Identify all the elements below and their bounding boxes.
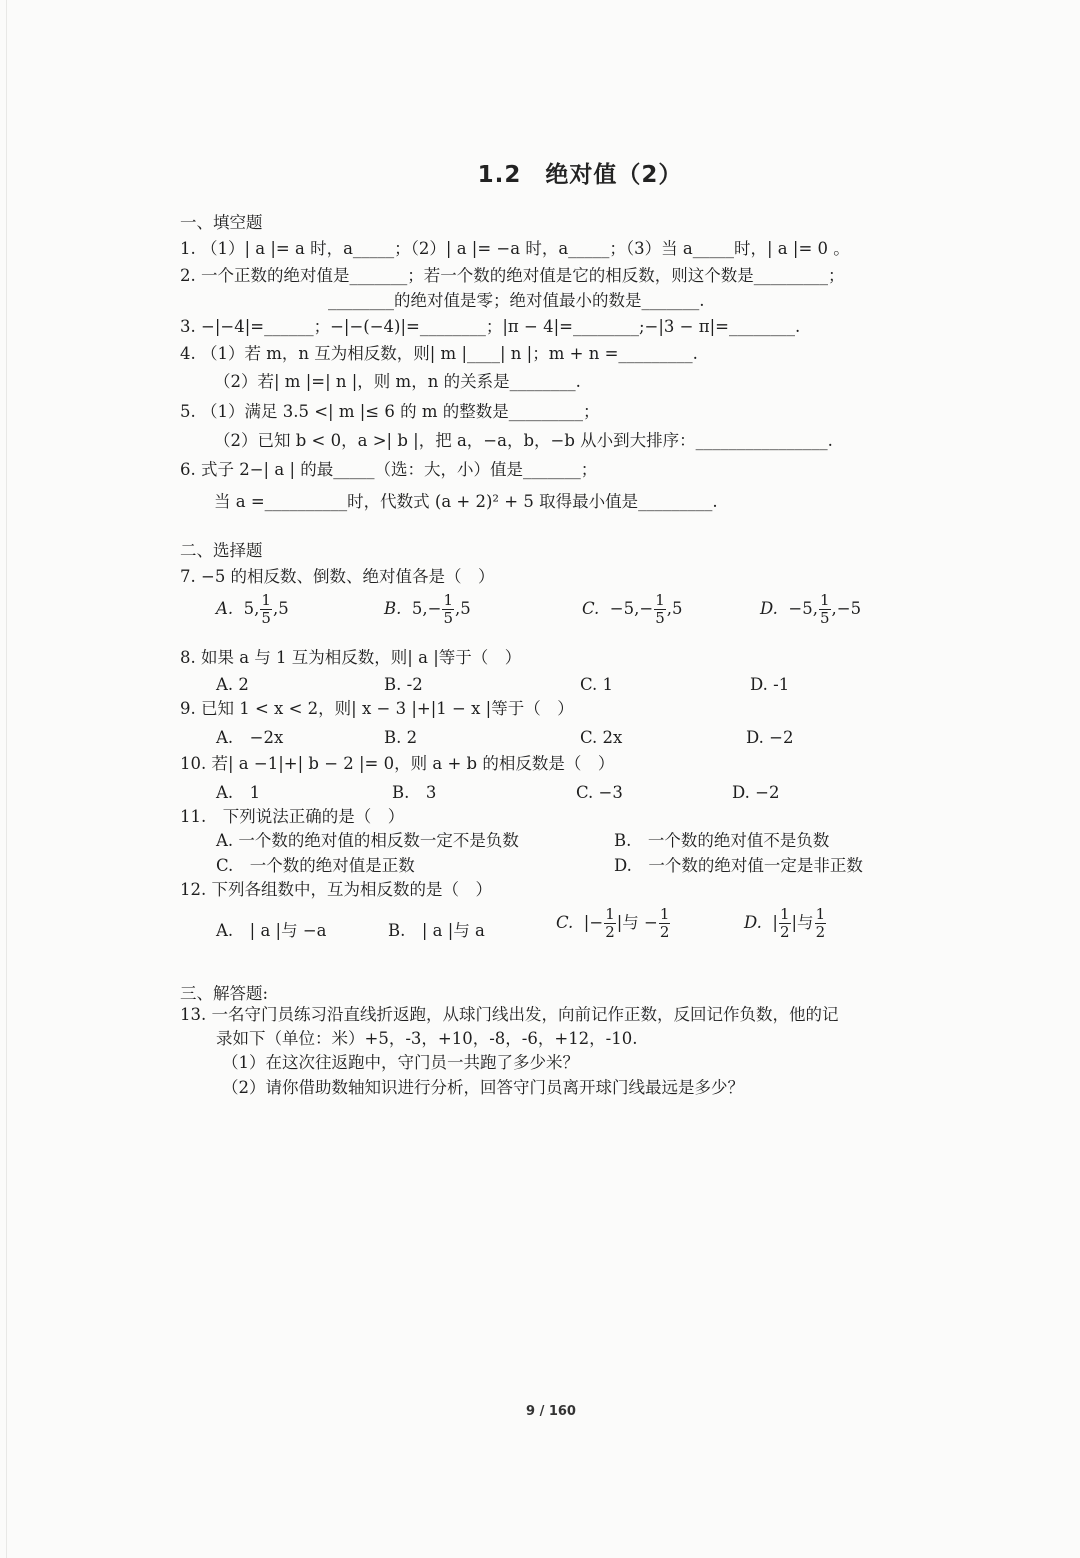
fill-q6-2: 当 a =__________时，代数式 (a + 2)² + 5 取得最小值是_________.: [214, 492, 718, 511]
q7-c-label: C.: [582, 599, 600, 618]
q12-c-fraction-2: [659, 906, 671, 941]
q12-stem: 12. 下列各组数中，互为相反数的是（ ）: [180, 880, 492, 899]
q8-option-c: C. 1: [580, 675, 614, 694]
q12-d-num2: 1: [815, 905, 826, 923]
q7-option-b: [384, 592, 471, 627]
q12-d-fraction-2: [815, 906, 827, 941]
q9-option-b: B. 2: [384, 728, 418, 747]
q7-option-c: [582, 592, 683, 627]
q8-stem: 8. 如果 a 与 1 互为相反数，则| a |等于（ ）: [180, 648, 522, 667]
q12-c-den2: 2: [659, 923, 670, 941]
q10-option-b: B. 3: [392, 783, 437, 802]
fill-q4-2: （2）若| m |=| n |，则 m，n 的关系是________.: [214, 372, 581, 391]
q11-option-a: A. 一个数的绝对值的相反数一定不是负数: [216, 831, 519, 850]
q11-option-c: C. 一个数的绝对值是正数: [216, 856, 415, 875]
q8-option-b: B. -2: [384, 675, 423, 694]
q12-d-num1: 1: [779, 905, 790, 923]
q12-c-fraction-1: [604, 906, 616, 941]
q7-a-fraction: [260, 592, 272, 627]
fill-q2: 2. 一个正数的绝对值是_______；若一个数的绝对值是它的相反数，则这个数是_________；: [180, 266, 845, 285]
q9-stem: 9. 已知 1 < x < 2，则| x − 3 |+|1 − x |等于（ ）: [180, 699, 574, 718]
q10-stem: 10. 若| a −1|+| b − 2 |= 0，则 a + b 的相反数是（ ）: [180, 754, 615, 773]
q7-c-post: ,5: [666, 599, 683, 618]
q8-option-a: A. 2: [216, 675, 249, 694]
q7-option-a: [216, 592, 289, 627]
q10-option-d: D. −2: [732, 783, 780, 802]
q7-d-fraction: [819, 592, 831, 627]
q7-option-d: [760, 592, 861, 627]
q12-c-label: C.: [556, 913, 574, 932]
q12-d-mid: |与: [791, 913, 814, 932]
q12-option-d: [744, 906, 827, 941]
section-choice-heading: 二、选择题: [180, 541, 263, 560]
fill-q6-1: 6. 式子 2−| a | 的最_____（选：大，小）值是_______；: [180, 460, 598, 479]
q7-b-fraction: [442, 592, 454, 627]
q7-d-pre: −5,: [788, 599, 818, 618]
q12-c-pre: |−: [583, 913, 604, 932]
q7-d-label: D.: [760, 599, 778, 618]
q7-c-fraction: [654, 592, 666, 627]
q7-b-post: ,5: [455, 599, 471, 618]
section-answer-heading: 三、解答题:: [180, 984, 269, 1003]
q13-part-1: （1）在这次往返跑中，守门员一共跑了多少米？: [222, 1053, 579, 1072]
q7-b-pre: 5,−: [411, 599, 442, 618]
q7-a-label: A.: [216, 599, 234, 618]
q10-option-c: C. −3: [576, 783, 623, 802]
q11-option-d: D. 一个数的绝对值一定是非正数: [614, 856, 863, 875]
section-fill-heading: 一、填空题: [180, 213, 263, 232]
q12-c-num2: 1: [659, 905, 670, 923]
q12-c-num1: 1: [605, 905, 615, 923]
q9-option-d: D. −2: [746, 728, 794, 747]
fill-q1: 1. （1）| a |= a 时，a_____；（2）| a |= −a 时，a_____；（3）当 a_____时，| a |= 0 。: [180, 239, 850, 258]
q7-b-num: 1: [443, 591, 453, 609]
q12-d-den2: 2: [815, 923, 826, 941]
q10-option-a: A. 1: [216, 783, 261, 802]
q11-stem: 11. 下列说法正确的是（ ）: [180, 807, 405, 826]
q12-c-den1: 2: [605, 923, 615, 941]
q9-option-a: A. −2x: [216, 728, 284, 747]
q7-a-den: 5: [261, 609, 271, 627]
page-title: 1.2 绝对值（2）: [477, 162, 683, 188]
fill-q4-1: 4. （1）若 m，n 互为相反数，则| m |____| n |；m + n =_________.: [180, 344, 698, 363]
q7-d-den: 5: [819, 609, 830, 627]
q12-d-fraction-1: [779, 906, 791, 941]
fill-q3: 3. −|−4|=______；−|−(−4)|=________；|π − 4|=________;−|3 − π|=________.: [180, 317, 801, 336]
q12-option-a: A. | a |与 −a: [216, 921, 327, 940]
fill-q2-cont: ________的绝对值是零；绝对值最小的数是_______.: [328, 291, 705, 310]
q7-d-num: 1: [819, 591, 830, 609]
q7-b-den: 5: [443, 609, 453, 627]
q13-line-2: 录如下（单位：米）+5，-3，+10，-8，-6，+12，-10.: [216, 1029, 638, 1048]
q12-option-b: B. | a |与 a: [388, 921, 485, 940]
page-number: 9 / 160: [526, 1404, 576, 1419]
q13-line-1: 13. 一名守门员练习沿直线折返跑，从球门线出发，向前记作正数，反回记作负数，他的记: [180, 1005, 839, 1024]
q7-b-label: B.: [384, 599, 402, 618]
q7-c-den: 5: [655, 609, 665, 627]
fill-q5-1: 5. （1）满足 3.5 <| m |≤ 6 的 m 的整数是_________；: [180, 402, 600, 421]
q12-d-pre: |: [772, 913, 778, 932]
q11-option-b: B. 一个数的绝对值不是负数: [614, 831, 830, 850]
q7-stem: 7. −5 的相反数、倒数、绝对值各是（ ）: [180, 567, 495, 586]
q7-c-pre: −5,−: [609, 599, 654, 618]
q7-d-post: ,−5: [831, 599, 862, 618]
q9-option-c: C. 2x: [580, 728, 623, 747]
q12-d-den1: 2: [779, 923, 790, 941]
q13-part-2: （2）请你借助数轴知识进行分析，回答守门员离开球门线最远是多少？: [222, 1078, 744, 1097]
scan-edge: [6, 0, 7, 1558]
q12-d-label: D.: [744, 913, 762, 932]
q7-a-num: 1: [261, 591, 271, 609]
q7-a-post: ,5: [272, 599, 289, 618]
fill-q5-2: （2）已知 b < 0，a >| b |，把 a，−a，b，−b 从小到大排序：________________.: [214, 431, 833, 450]
q12-option-c: [556, 906, 671, 941]
q12-c-mid: |与 −: [616, 913, 658, 932]
q8-option-d: D. -1: [750, 675, 790, 694]
q7-c-num: 1: [655, 591, 665, 609]
q7-a-pre: 5,: [243, 599, 260, 618]
